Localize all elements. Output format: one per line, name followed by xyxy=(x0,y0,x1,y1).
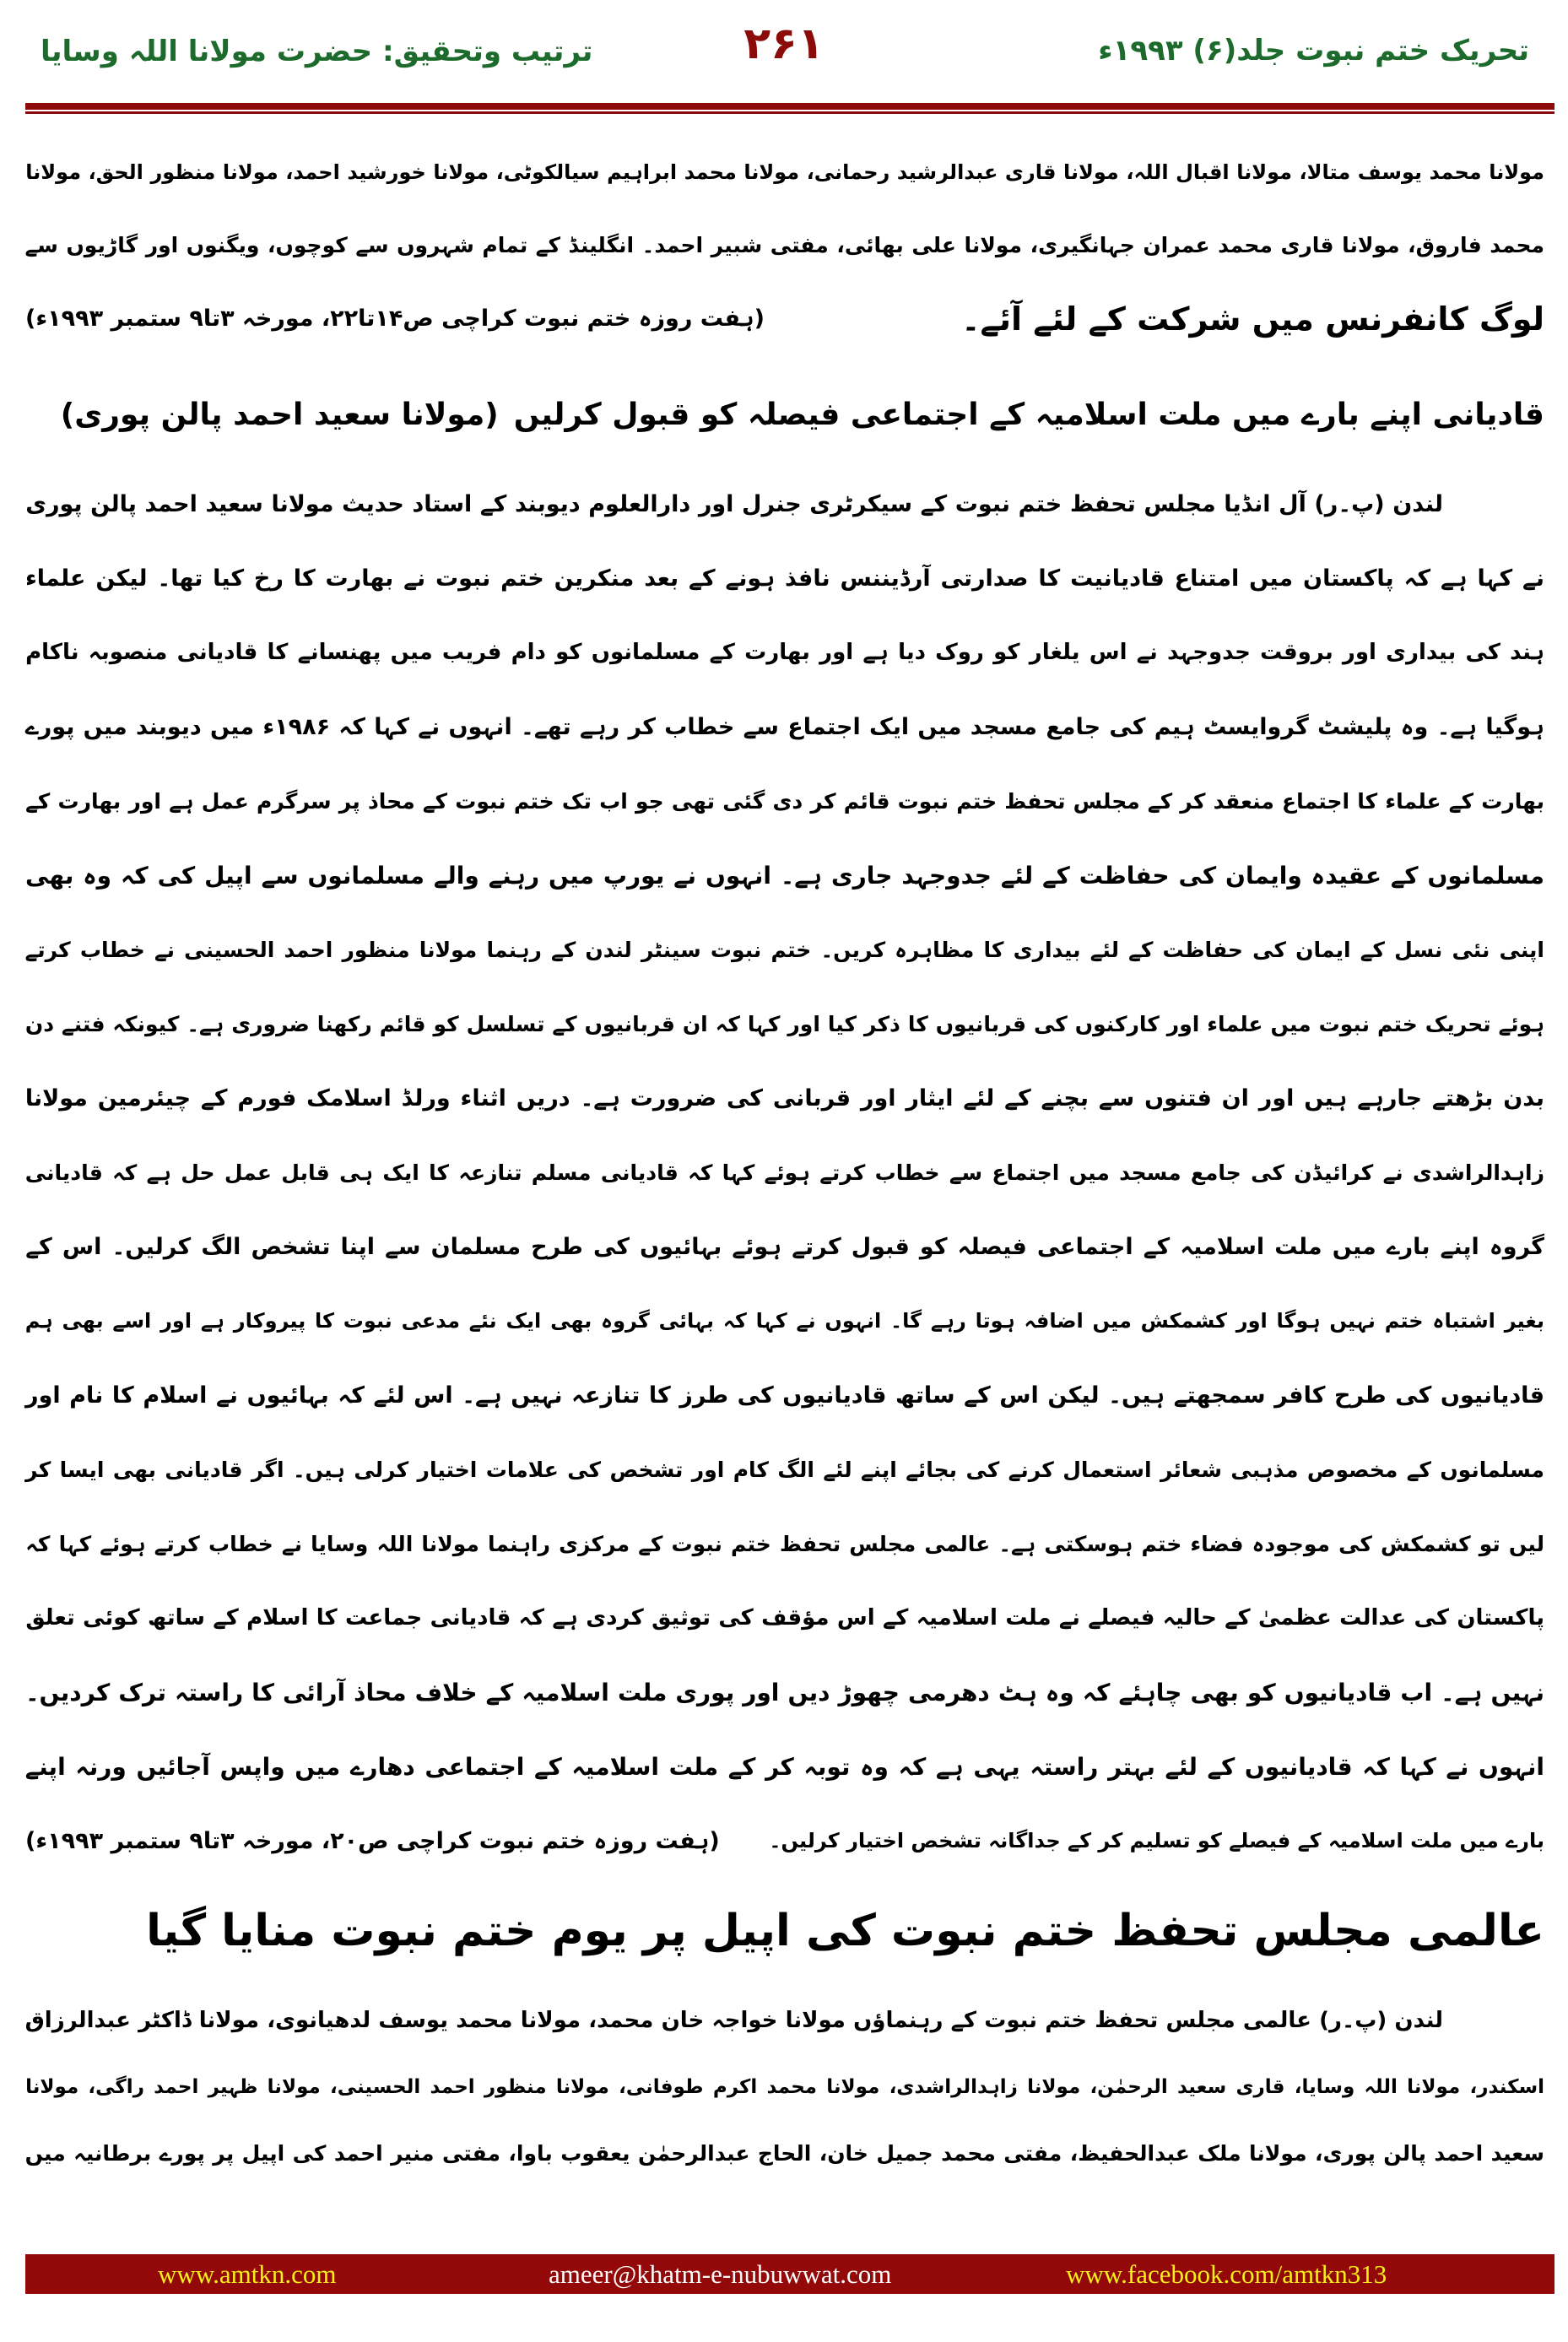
line-text: بدن بڑھتے جارہے ہیں اور ان فتنوں سے بچنے کے لئے ایثار اور قربانی کی ضرورت ہے۔ دریں اثناء ورلڈ اسلامک فورم کے چیئرمین مولانا xyxy=(24,1084,1544,1112)
line-text: انہوں نے کہا کہ قادیانیوں کے لئے بہتر راستہ یہی ہے کہ وہ توبہ کر کے ملت اسلامیہ کے اجتماعی دھارے میں واپس آجائیں ورنہ اپنے xyxy=(24,1752,1544,1781)
article-heading xyxy=(25,376,1544,453)
text-line xyxy=(25,1432,1544,1506)
line-text: لوگ کانفرنس میں شرکت کے لئے آئے۔ xyxy=(961,300,1544,338)
line-text: مسلمانوں کے عقیدہ وایمان کی حفاظت کے لئے جدوجہد جاری ہے۔ انہوں نے یورپ میں رہنے والے مسلمانوں سے اپیل کی کہ وہ بھی xyxy=(25,861,1544,890)
text-line xyxy=(25,541,1544,615)
line-text: لیں تو کشمکش کی موجودہ فضاء ختم ہوسکتی ہے۔ عالمی مجلس تحفظ ختم نبوت کے مرکزی راہنما مولانا اللہ وسایا نے خطاب کرتے ہوئے کہا کہ xyxy=(25,1531,1544,1556)
text-line xyxy=(25,1581,1544,1655)
line-text: پاکستان کی عدالت عظمیٰ کے حالیہ فیصلے نے ملت اسلامیہ کے اس مؤقف کی توثیق کردی ہے کہ قادیانی جماعت کا اسلام کے ساتھ کوئی تعلق xyxy=(25,1605,1544,1631)
header-divider-thick xyxy=(25,103,1554,110)
text-line xyxy=(25,615,1544,690)
header-divider-thin xyxy=(25,111,1554,114)
text-line xyxy=(25,1358,1544,1432)
text-line xyxy=(25,208,1544,282)
text-line xyxy=(25,135,1544,208)
source-citation: (ہفت روزہ ختم نبوت کراچی ص۲۰، مورخہ ۳تا۹ ستمبر ۱۹۹۳ء) xyxy=(25,1827,720,1854)
line-text: لندن (پ۔ر) عالمی مجلس تحفظ ختم نبوت کے رہنماؤں مولانا خواجہ خان محمد، مولانا محمد یوسف لدھیانوی، مولانا ڈاکٹر عبدالرزاق xyxy=(24,2007,1443,2033)
text-line xyxy=(25,1506,1544,1581)
website-link[interactable]: www.amtkn.com xyxy=(158,2259,337,2289)
text-line xyxy=(25,838,1544,912)
text-line xyxy=(25,2053,1544,2120)
text-line xyxy=(25,912,1544,987)
text-line xyxy=(25,764,1544,838)
page-number: ۲۶۱ xyxy=(743,19,825,69)
line-text: نے کہا ہے کہ پاکستان میں امتناع قادیانیت کا صدارتی آرڈیننس نافذ ہونے کے بعد منکرین ختم نبوت نے بھارت کا رخ کیا تھا۔ لیکن علماء xyxy=(24,565,1544,592)
article-body xyxy=(25,467,1544,1878)
text-line xyxy=(25,987,1544,1061)
line-text: اپنی نئی نسل کے ایمان کی حفاظت کے لئے بیداری کا مظاہرہ کریں۔ ختم نبوت سینٹر لندن کے رہنما مولانا منظور احمد الحسینی نے خطاب کرتے xyxy=(24,937,1544,962)
line-text: سعید احمد پالن پوری، مولانا ملک عبدالحفیظ، مفتی محمد جمیل خان، الحاج عبدالرحمٰن یعقوب باوا، مفتی منیر احمد کی اپیل پر پورے برطانیہ میں xyxy=(24,2141,1544,2166)
text-line xyxy=(25,1729,1544,1804)
text-line xyxy=(25,467,1544,541)
line-text: ہوگیا ہے۔ وہ پلیشٹ گروایسٹ ہیم کی جامع مسجد میں ایک اجتماع سے خطاب کر رہے تھے۔ انہوں نے کہا کہ ۱۹۸۶ء میں دیوبند میں پورے xyxy=(24,713,1544,740)
line-text: زاہدالراشدی نے کرائیڈن کی جامع مسجد میں اجتماع سے خطاب کرتے ہوئے کہا کہ قادیانی مسلم تنازعہ کا ایک ہی قابل عمل حل ہے کہ قادیانی xyxy=(24,1160,1544,1185)
text-line xyxy=(25,282,1544,355)
line-text: ہند کی بیداری اور بروقت جدوجہد نے اس یلغار کو روک دیا ہے اور بھارت کے مسلمانوں کو دام فریب میں پھنسانے کا قادیانی منصوبہ ناکام xyxy=(25,640,1544,665)
article-title: عالمی مجلس تحفظ ختم نبوت کی اپیل پر یوم ختم نبوت منایا گیا xyxy=(146,1905,1544,1956)
line-text: بھارت کے علماء کا اجتماع منعقد کر کے مجلس تحفظ ختم نبوت قائم کر دی گئی تھی جو اب تک ختم نبوت کے محاذ پر سرگرم عمل ہے اور بھارت کے xyxy=(25,788,1544,814)
line-text: ہوئے تحریک ختم نبوت میں علماء اور کارکنوں کی قربانیوں کا ذکر کیا اور کہا کہ ان قربانیوں کے تسلسل کو قائم رکھنا ضروری ہے۔ کیونکہ فتنے دن xyxy=(24,1011,1544,1036)
source-citation: (ہفت روزہ ختم نبوت کراچی ص۱۴تا۲۲، مورخہ ۳تا۹ ستمبر ۱۹۹۳ء) xyxy=(25,306,765,332)
line-text: محمد فاروق، مولانا قاری محمد عمران جہانگیری، مولانا علی بھائی، مفتی شبیر احمد۔ انگلینڈ کے تمام شہروں سے کوچوں، ویگنوں اور گاڑیوں سے xyxy=(24,233,1544,257)
text-line xyxy=(25,690,1544,764)
text-line xyxy=(25,2120,1544,2187)
text-line xyxy=(25,1655,1544,1729)
article-heading xyxy=(25,1895,1544,1966)
text-line xyxy=(25,1987,1544,2053)
line-text: گروہ اپنے بارے میں ملت اسلامیہ کے اجتماعی فیصلہ کو قبول کرتے ہوئے بہائیوں کی طرح مسلمان سے اپنا تشخص الگ کرلیں۔ اس کے xyxy=(25,1233,1544,1260)
compiler-credit: ترتیب وتحقیق: حضرت مولانا اللہ وسایا xyxy=(41,35,593,68)
text-line xyxy=(25,1061,1544,1135)
line-text: بغیر اشتباہ ختم نہیں ہوگا اور کشمکش میں اضافہ ہوتا رہے گا۔ انہوں نے کہا کہ بہائی گروہ بھی ایک نئے مدعی نبوت کا پیروکار ہے اور اسے بھی ہم xyxy=(24,1309,1544,1333)
text-line xyxy=(25,1284,1544,1358)
text-line xyxy=(25,1135,1544,1209)
text-line xyxy=(25,1804,1544,1878)
line-text: قادیانیوں کی طرح کافر سمجھتے ہیں۔ لیکن اس کے ساتھ قادیانیوں کی طرز کا تنازعہ نہیں ہے۔ اس لئے کہ بہائیوں نے اسلام کا نام اور xyxy=(25,1382,1544,1409)
article-title: قادیانی اپنے بارے میں ملت اسلامیہ کے اجتماعی فیصلہ کو قبول کرلیں xyxy=(513,397,1544,432)
line-text: اسکندر، مولانا اللہ وسایا، قاری سعید الرحمٰن، مولانا زاہدالراشدی، مولانا محمد اکرم طوفانی، مولانا منظور احمد الحسینی، مولانا ظہیر احمد راگی، مولانا xyxy=(25,2075,1544,2098)
line-text: بارے میں ملت اسلامیہ کے فیصلے کو تسلیم کر کے جداگانہ تشخص اختیار کرلیں۔ xyxy=(769,1829,1544,1853)
article-byline: (مولانا سعید احمد پالن پوری) xyxy=(60,397,499,432)
book-volume-title: تحریک ختم نبوت جلد(۶) ۱۹۹۳ء xyxy=(1098,34,1529,68)
text-line xyxy=(25,1209,1544,1284)
footer-bar xyxy=(25,2254,1554,2294)
intro-paragraph xyxy=(25,135,1544,355)
line-text: مسلمانوں کے مخصوص مذہبی شعائر استعمال کرنے کی بجائے اپنے لئے الگ کام اور تشخص کی علامات اختیار کرلی ہیں۔ اگر قادیانی بھی ایسا کر xyxy=(25,1457,1544,1482)
line-text: لندن (پ۔ر) آل انڈیا مجلس تحفظ ختم نبوت کے سیکرٹری جنرل اور دارالعلوم دیوبند کے استاد حدیث مولانا سعید احمد پالن پوری xyxy=(25,490,1443,517)
line-text: نہیں ہے۔ اب قادیانیوں کو بھی چاہئے کہ وہ ہٹ دھرمی چھوڑ دیں اور پوری ملت اسلامیہ کے خلاف محاذ آرائی کا راستہ ترک کردیں۔ xyxy=(25,1678,1544,1706)
facebook-link[interactable]: www.facebook.com/amtkn313 xyxy=(1066,2259,1387,2289)
article-body xyxy=(25,1987,1544,2187)
line-text: مولانا محمد یوسف متالا، مولانا اقبال اللہ، مولانا قاری عبدالرشید رحمانی، مولانا محمد ابراہیم سیالکوٹی، مولانا خورشید احمد، مولانا منظور الحق، مولانا xyxy=(25,160,1544,184)
email-link[interactable]: ameer@khatm-e-nubuwwat.com xyxy=(549,2259,892,2289)
